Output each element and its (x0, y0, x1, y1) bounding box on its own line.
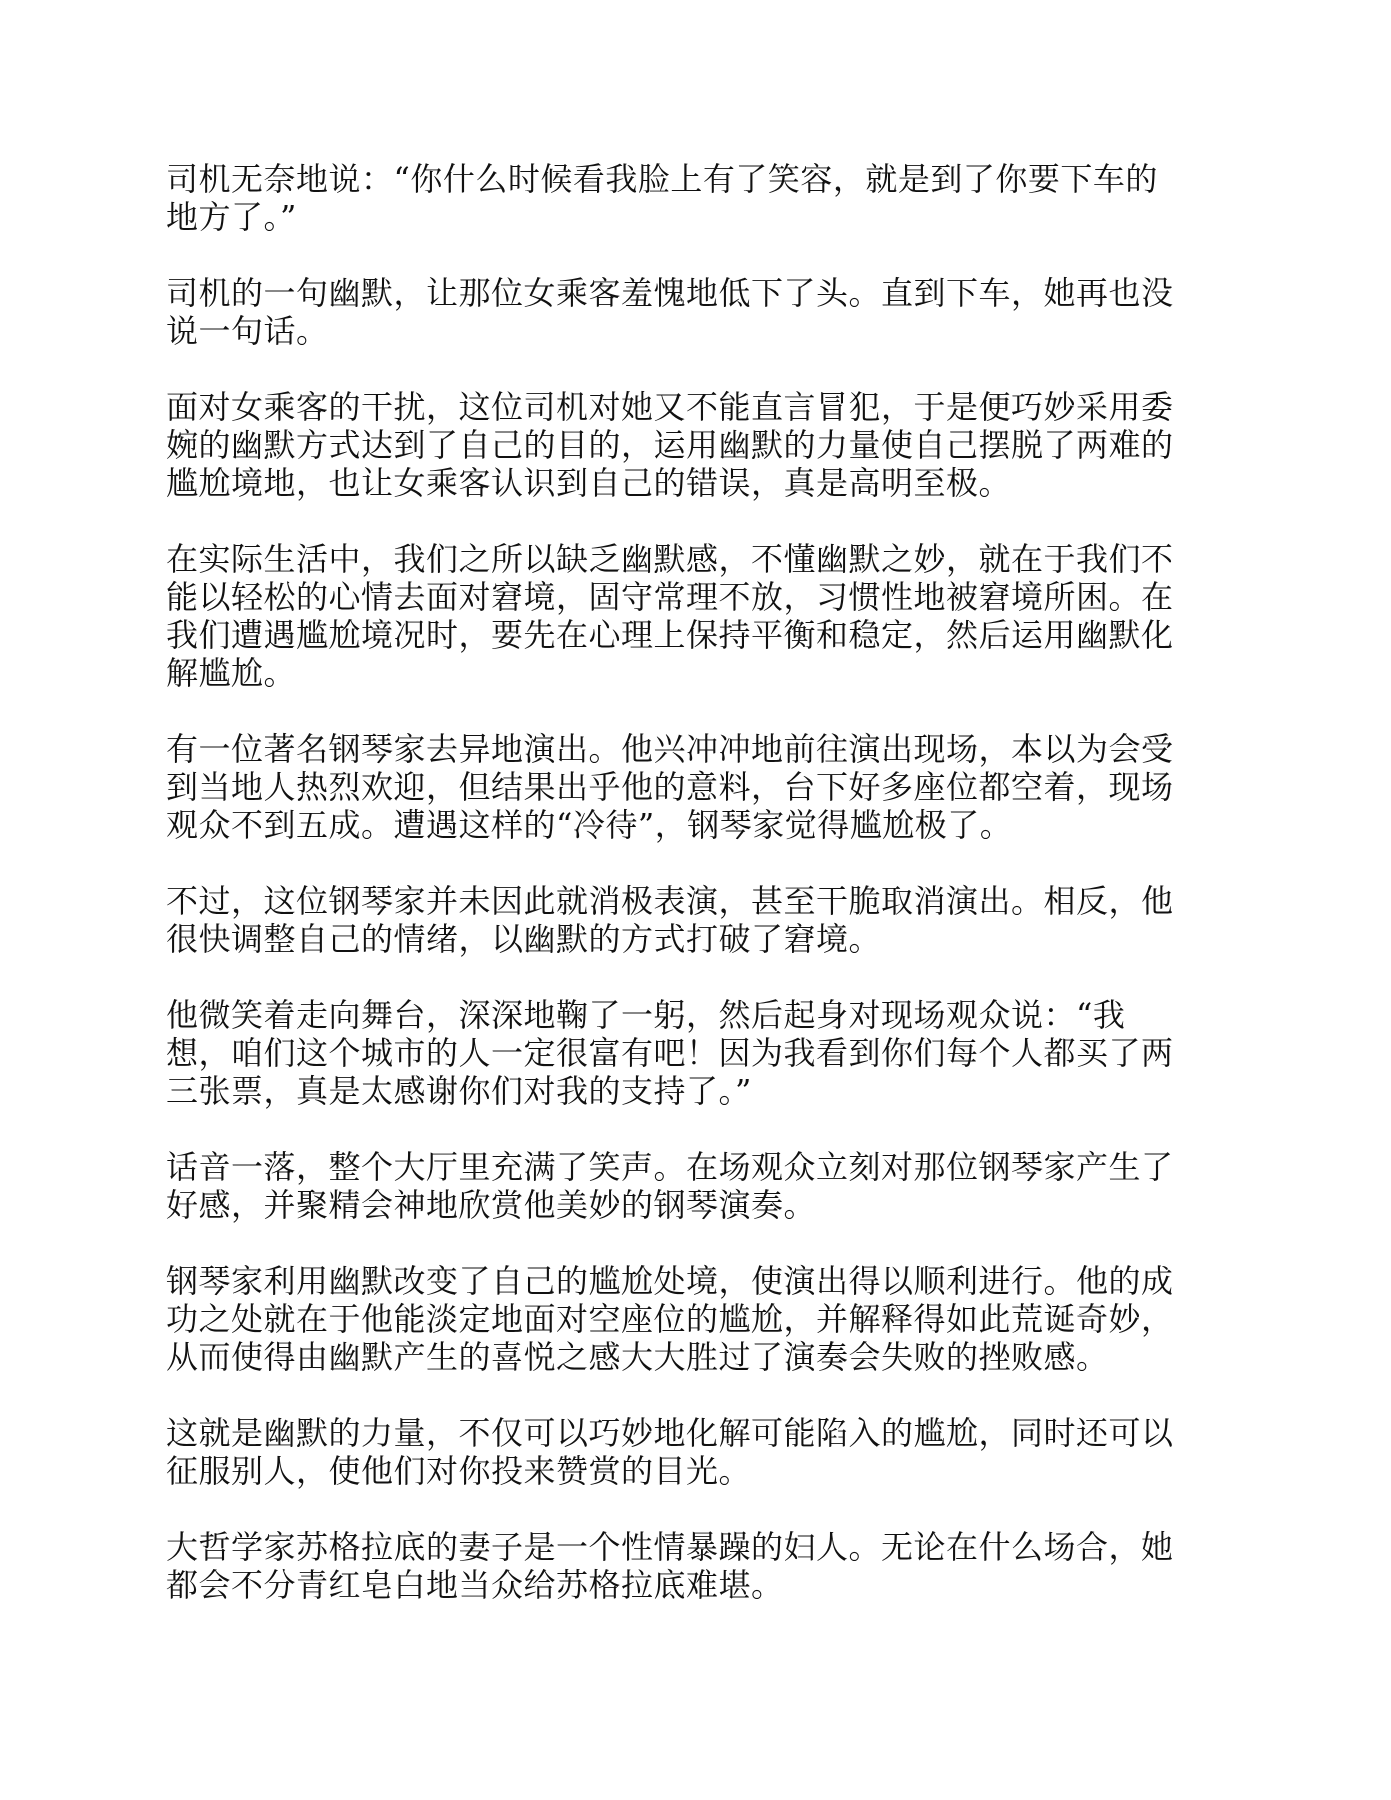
text-line: 解尴尬。 (166, 654, 297, 692)
text-line: 大哲学家苏格拉底的妻子是一个性情暴躁的妇人。无论在什么场合，她 (166, 1528, 1174, 1566)
text-line: 婉的幽默方式达到了自己的目的，运用幽默的力量使自己摆脱了两难的 (166, 426, 1174, 464)
text-line: 面对女乘客的干扰，这位司机对她又不能直言冒犯，于是便巧妙采用委 (166, 388, 1174, 426)
text-line: 都会不分青红皂白地当众给苏格拉底难堪。 (166, 1566, 784, 1604)
paragraph-8 (166, 1148, 1226, 1224)
text-line: 司机的一句幽默，让那位女乘客羞愧地低下了头。直到下车，她再也没 (166, 274, 1174, 312)
text-line: 地方了。” (166, 198, 297, 236)
paragraph-3 (166, 388, 1226, 502)
text-line: 想，咱们这个城市的人一定很富有吧！因为我看到你们每个人都买了两 (166, 1034, 1174, 1072)
text-line: 尴尬境地，也让女乘客认识到自己的错误，真是高明至极。 (166, 464, 1012, 502)
text-line: 司机无奈地说：“你什么时候看我脸上有了笑容，就是到了你要下车的 (166, 160, 1158, 198)
text-line: 在实际生活中，我们之所以缺乏幽默感，不懂幽默之妙，就在于我们不 (166, 540, 1174, 578)
text-line: 说一句话。 (166, 312, 329, 350)
paragraph-1 (166, 160, 1226, 236)
paragraph-5 (166, 730, 1226, 844)
text-line: 好感，并聚精会神地欣赏他美妙的钢琴演奏。 (166, 1186, 817, 1224)
text-line: 有一位著名钢琴家去异地演出。他兴冲冲地前往演出现场，本以为会受 (166, 730, 1174, 768)
text-line: 不过，这位钢琴家并未因此就消极表演，甚至干脆取消演出。相反，他 (166, 882, 1174, 920)
text-line: 我们遭遇尴尬境况时，要先在心理上保持平衡和稳定，然后运用幽默化 (166, 616, 1174, 654)
paragraph-6 (166, 882, 1226, 958)
text-line: 能以轻松的心情去面对窘境，固守常理不放，习惯性地被窘境所困。在 (166, 578, 1174, 616)
document-body (166, 160, 1226, 1642)
text-line: 很快调整自己的情绪，以幽默的方式打破了窘境。 (166, 920, 882, 958)
paragraph-4 (166, 540, 1226, 692)
paragraph-11 (166, 1528, 1226, 1604)
text-line: 这就是幽默的力量，不仅可以巧妙地化解可能陷入的尴尬，同时还可以 (166, 1414, 1174, 1452)
paragraph-10 (166, 1414, 1226, 1490)
text-line: 征服别人，使他们对你投来赞赏的目光。 (166, 1452, 752, 1490)
text-line: 从而使得由幽默产生的喜悦之感大大胜过了演奏会失败的挫败感。 (166, 1338, 1109, 1376)
text-line: 话音一落，整个大厅里充满了笑声。在场观众立刻对那位钢琴家产生了 (166, 1148, 1174, 1186)
text-line: 观众不到五成。遭遇这样的“冷待”，钢琴家觉得尴尬极了。 (166, 806, 1013, 844)
paragraph-9 (166, 1262, 1226, 1376)
text-line: 三张票，真是太感谢你们对我的支持了。” (166, 1072, 752, 1110)
text-line: 到当地人热烈欢迎，但结果出乎他的意料，台下好多座位都空着，现场 (166, 768, 1174, 806)
paragraph-2 (166, 274, 1226, 350)
text-line: 他微笑着走向舞台，深深地鞠了一躬，然后起身对现场观众说：“我 (166, 996, 1126, 1034)
paragraph-7 (166, 996, 1226, 1110)
text-line: 钢琴家利用幽默改变了自己的尴尬处境，使演出得以顺利进行。他的成 (166, 1262, 1174, 1300)
text-line: 功之处就在于他能淡定地面对空座位的尴尬，并解释得如此荒诞奇妙， (166, 1300, 1174, 1338)
